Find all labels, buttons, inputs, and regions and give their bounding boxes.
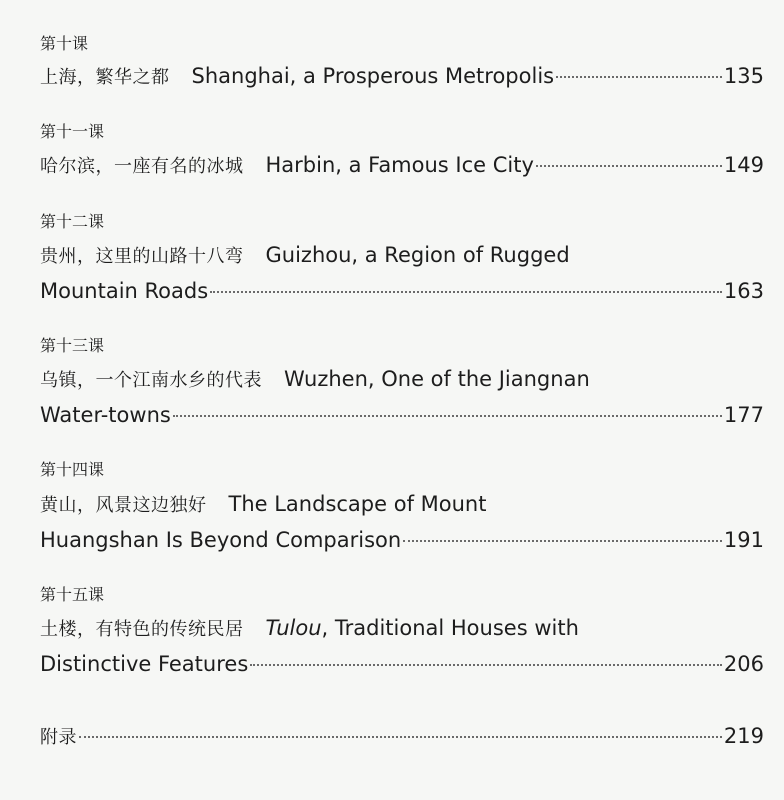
dot-leader (250, 664, 722, 666)
lesson-13-entry-line1[interactable] (40, 365, 764, 395)
lesson-10-page: 135 (723, 64, 764, 88)
lesson-12-label: 第十二课 (40, 212, 105, 231)
lesson-13-zh-title: 乌镇，一个江南水乡的代表 (40, 370, 262, 391)
appendix-entry[interactable] (40, 722, 764, 752)
lesson-11-label: 第十一课 (40, 122, 105, 141)
dot-leader (210, 291, 722, 293)
lesson-15-en-title-line1-rest: , Traditional Houses with (321, 616, 579, 640)
lesson-10-zh-title: 上海，繁华之都 (40, 67, 170, 88)
lesson-11-entry[interactable] (40, 151, 764, 181)
lesson-12-entry-line2[interactable] (40, 277, 764, 305)
lesson-15-entry-line2[interactable] (40, 650, 764, 678)
lesson-11-page: 149 (723, 153, 764, 177)
lesson-15-entry-line1[interactable] (40, 614, 764, 644)
lesson-12-page: 163 (723, 279, 764, 303)
lesson-14-entry-line2[interactable] (40, 526, 764, 554)
lesson-10-label: 第十课 (40, 34, 89, 53)
lesson-13-page: 177 (723, 403, 764, 427)
dot-leader (556, 76, 722, 78)
lesson-11-en-title: Harbin, a Famous Ice City (265, 153, 534, 177)
lesson-12-en-title-line1: Guizhou, a Region of Rugged (265, 243, 570, 267)
lesson-15-label: 第十五课 (40, 585, 105, 604)
appendix-label: 附录 (40, 727, 77, 748)
dot-leader (79, 736, 722, 738)
lesson-13-entry-line2[interactable] (40, 401, 764, 429)
lesson-15-en-title-line1 (266, 614, 579, 642)
lesson-13-en-title-line1: Wuzhen, One of the Jiangnan (284, 367, 590, 391)
dot-leader (536, 165, 722, 167)
lesson-12-en-title-line2: Mountain Roads (40, 279, 209, 303)
lesson-15-zh-title: 土楼，有特色的传统民居 (40, 619, 244, 640)
appendix-page: 219 (723, 724, 764, 748)
lesson-15-page: 206 (723, 652, 764, 676)
lesson-14-page: 191 (723, 528, 764, 552)
lesson-14-en-title-line2: Huangshan Is Beyond Comparison (40, 528, 402, 552)
lesson-14-entry-line1[interactable] (40, 490, 764, 520)
lesson-13-en-title-line2: Water-towns (40, 403, 171, 427)
lesson-14-label: 第十四课 (40, 460, 105, 479)
lesson-10-entry[interactable] (40, 62, 764, 92)
lesson-12-entry-line1[interactable] (40, 241, 764, 271)
lesson-14-zh-title: 黄山，风景这边独好 (40, 495, 207, 516)
lesson-11-zh-title: 哈尔滨，一座有名的冰城 (40, 156, 244, 177)
lesson-13-label: 第十三课 (40, 336, 105, 355)
lesson-14-en-title-line1: The Landscape of Mount (228, 492, 487, 516)
dot-leader (173, 415, 722, 417)
lesson-10-en-title: Shanghai, a Prosperous Metropolis (191, 64, 555, 88)
lesson-12-zh-title: 贵州，这里的山路十八弯 (40, 246, 244, 267)
dot-leader (403, 540, 722, 542)
lesson-15-en-title-line2: Distinctive Features (40, 652, 249, 676)
lesson-15-en-title-italic: Tulou (265, 616, 322, 640)
